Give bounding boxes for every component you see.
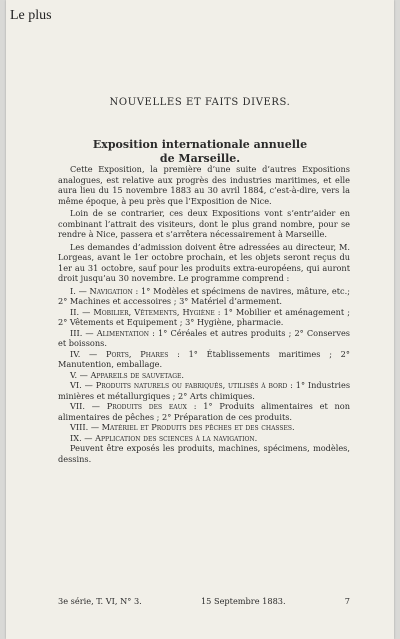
program-item: II. — Mobilier, Vêtements, Hygiène : 1° Mobilier et aménagement ; 2° Vêtements et Equipement ; 3° Hygiène, pharmacie. <box>58 306 350 327</box>
article-body <box>58 164 350 466</box>
program-item: VIII. — Matériel et Produits des pêches et des chasses. <box>70 422 295 432</box>
program-item: III. — Alimentation : 1° Céréales et autres produits ; 2° Conserves et boissons. <box>58 327 350 348</box>
program-item: VII. — Produits des eaux : 1° Produits alimentaires et non alimentaires de pêches ; 2° Préparation de ces produits. <box>58 401 350 422</box>
program-item: IX. — Application des sciences à la navigation. <box>70 432 258 443</box>
book-page <box>6 0 394 639</box>
watermark-text: Le plus <box>10 8 52 23</box>
program-item: V. — Appareils de sauvetage. <box>70 369 185 380</box>
article-title-line-1: Exposition internationale annuelle <box>92 138 308 151</box>
footer-date: 15 Septembre 1883. <box>200 596 286 606</box>
page-footer <box>58 596 350 606</box>
program-item: VI. — Produits naturels ou fabriqués, utilisés à bord : 1° Industries minières et métallurgiques ; 2° Arts chimiques. <box>58 380 351 401</box>
paragraph: Loin de se contrarier, ces deux Expositions vont s’entr’aider en combinant l’attrait des visiteurs, dont le plus grand nombre, pour se rendre à Nice, passera et s’arrêtera nécessairement à Marseille. <box>58 208 350 239</box>
program-item: I. — Navigation : 1° Modèles et spécimens de navires, mâture, etc.; 2° Machines et accessoires ; 3° Matériel d’armement. <box>58 285 351 306</box>
paragraph: Les demandes d’admission doivent être adressées au directeur, M. Lorgeas, avant le 1er octobre prochain, et les objets seront reçus du 1er au 31 octobre, sauf pour les produits extra-européens, qui auront droit jusqu’au 30 novembre. Le programme comprend : <box>58 241 350 283</box>
article-title <box>6 138 394 166</box>
section-title: NOUVELLES ET FAITS DIVERS. <box>109 97 291 108</box>
page-number: 7 <box>344 596 350 606</box>
footer-series: 3e série, T. VI, N° 3. <box>58 596 142 606</box>
program-item: IV. — Ports, Phares : 1° Établissements maritimes ; 2° Manutention, emballage. <box>58 348 350 369</box>
article-title-line-2: de Marseille. <box>159 152 241 165</box>
closing-paragraph: Peuvent être exposés les produits, machines, spécimens, modèles, dessins. <box>58 443 350 464</box>
paragraph: Cette Exposition, la première d’une suite d’autres Expositions analogues, est relative aux progrès des industries maritimes, et elle aura lieu du 15 novembre 1883 au 30 avril 1884, c’est-à-dire, vers la même époque, à peu près que l’Exposition de Nice. <box>58 164 350 206</box>
